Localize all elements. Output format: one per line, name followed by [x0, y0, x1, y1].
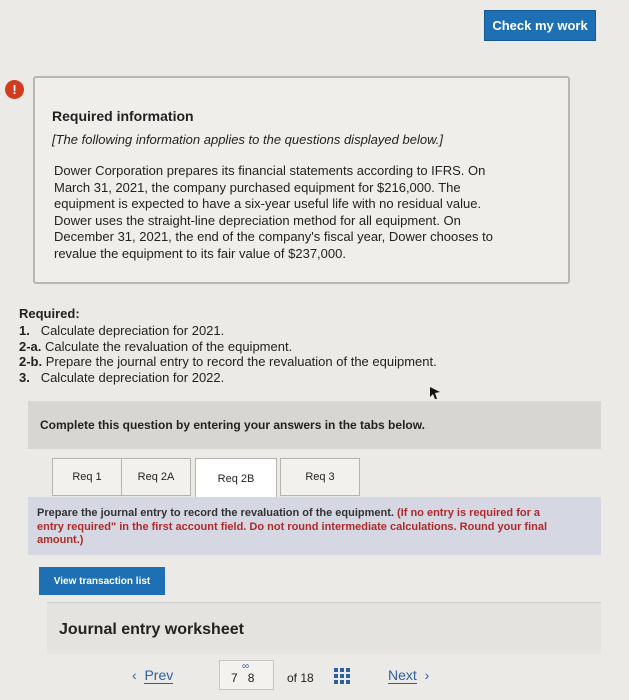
required-list [19, 323, 437, 385]
mouse-cursor-icon [429, 386, 441, 400]
instructions-note: (If no entry is required for a [397, 507, 541, 519]
journal-entry-worksheet-header [47, 602, 601, 654]
check-my-work-button[interactable]: Check my work [484, 10, 596, 41]
instructions-note: amount.) [37, 534, 84, 546]
instructions-box [28, 497, 601, 555]
info-line: Dower Corporation prepares its financial statements according to IFRS. On [54, 163, 486, 178]
info-line: Dower uses the straight-line depreciation method for all equipment. On [54, 212, 461, 228]
page-numbers [231, 671, 264, 685]
complete-question-banner [28, 401, 601, 449]
tab-req-2a[interactable] [121, 458, 191, 496]
required-item [19, 339, 437, 355]
info-title: Required information [52, 108, 194, 124]
chevron-right-icon: › [424, 667, 430, 683]
required-item-number: 2-b. [19, 354, 43, 369]
tab-label: Req 1 [72, 471, 102, 483]
required-item-text: Calculate depreciation for 2021. [40, 323, 225, 338]
worksheet-title: Journal entry worksheet [59, 621, 244, 638]
info-body [54, 163, 554, 262]
next-button[interactable] [388, 667, 429, 683]
info-line: December 31, 2021, the end of the company's fiscal year, Dower chooses to [54, 229, 493, 244]
complete-question-text: Complete this question by entering your answers in the tabs below. [40, 418, 425, 432]
tab-label: Req 2A [137, 471, 175, 483]
prev-button[interactable] [132, 667, 173, 683]
required-heading: Required: [19, 306, 80, 321]
required-item-number: 3. [19, 369, 30, 385]
required-item-text: Calculate the revaluation of the equipment. [45, 338, 293, 354]
info-line: March 31, 2021, the company purchased equipment for $216,000. The [54, 179, 461, 195]
info-subtitle: [The following information applies to the questions displayed below.] [52, 132, 443, 147]
chevron-left-icon: ‹ [132, 667, 137, 683]
required-item-text: Prepare the journal entry to record the revaluation of the equipment. [45, 354, 437, 369]
grid-icon[interactable] [334, 668, 350, 684]
tab-req-2b[interactable] [195, 458, 277, 498]
prev-label: Prev [144, 667, 174, 683]
instructions-main: Prepare the journal entry to record the revaluation of the equipment. [37, 507, 394, 519]
required-item-number: 1. [19, 323, 30, 338]
required-item [19, 370, 437, 386]
page-current[interactable]: 7 [231, 671, 248, 685]
info-line: revalue the equipment to its fair value of $237,000. [54, 245, 346, 261]
tab-req-1[interactable] [52, 458, 122, 496]
required-item [19, 323, 437, 339]
instructions-note: entry required" in the first account field. Do not round intermediate calculations. Round your final [37, 520, 548, 533]
tab-req-3[interactable] [280, 458, 360, 496]
tab-label: Req 3 [305, 471, 335, 483]
link-icon: ∞ [242, 661, 250, 672]
alert-icon: ! [5, 80, 24, 99]
tab-label: Req 2B [217, 472, 255, 485]
info-line: equipment is expected to have a six-year useful life with no residual value. [54, 196, 482, 211]
required-item [19, 354, 437, 370]
required-item-number: 2-a. [19, 338, 42, 354]
page-total: of 18 [287, 671, 314, 685]
next-label: Next [388, 667, 417, 683]
page-next[interactable]: 8 [247, 671, 265, 685]
required-item-text: Calculate depreciation for 2022. [40, 369, 225, 385]
view-transaction-list-button[interactable]: View transaction list [39, 567, 165, 595]
